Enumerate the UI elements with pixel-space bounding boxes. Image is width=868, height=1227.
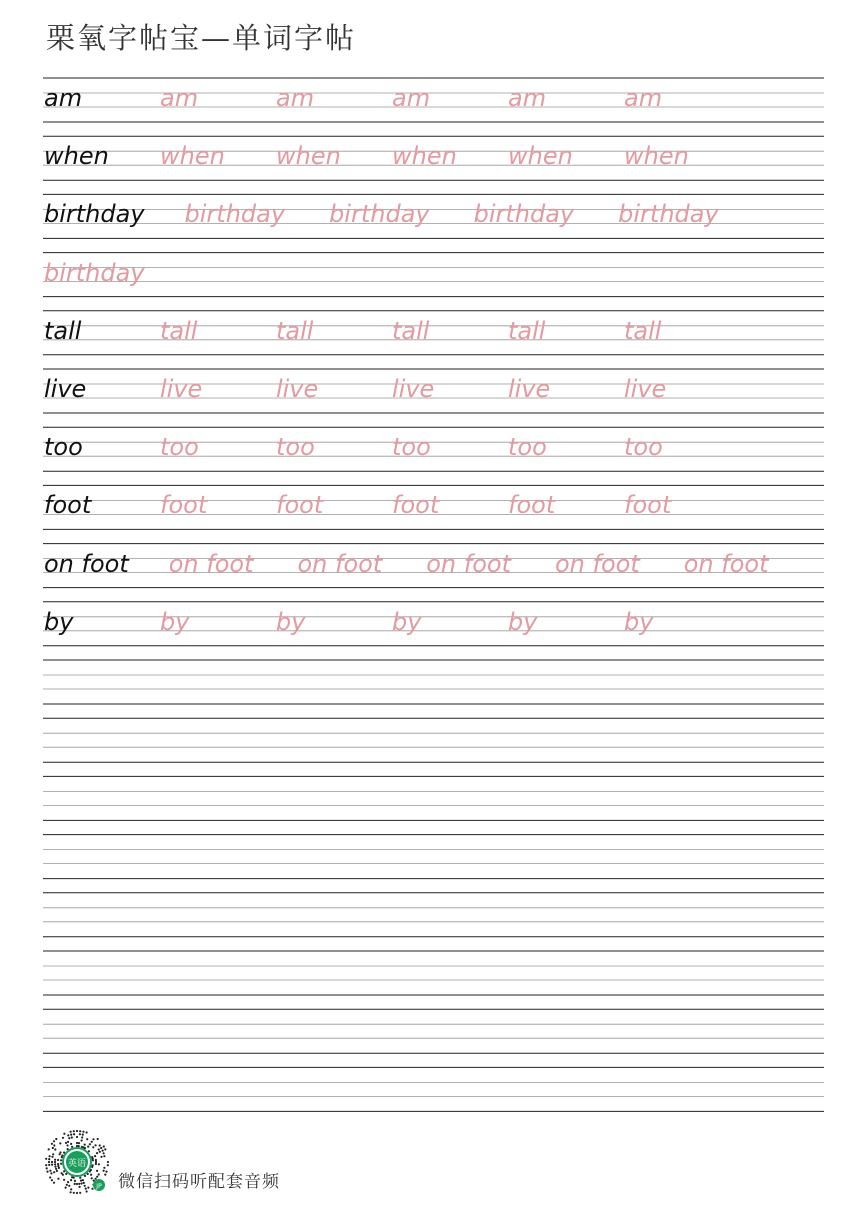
trace-word: by [160,607,190,636]
model-word: when [44,142,109,171]
trace-word: am [276,84,315,112]
trace-word: too [508,433,547,462]
trace-word: too [276,433,315,462]
model-word: live [44,375,87,403]
trace-word: am [624,84,663,112]
trace-word: live [508,375,551,403]
model-word: am [44,84,83,112]
trace-word: birthday [618,200,719,229]
trace-word: on foot [426,549,511,578]
trace-word: foot [624,491,672,520]
trace-word: on foot [297,549,383,578]
trace-word: foot [508,491,556,520]
page-title: 栗氧字帖宝—单词字帖 [46,21,357,55]
trace-word: too [392,433,431,462]
footer-audio-caption: 微信扫码听配套音频 [118,1172,280,1192]
trace-word: tall [276,316,314,345]
model-word: foot [44,491,92,520]
trace-word: by [276,607,306,636]
trace-word: tall [508,316,546,345]
trace-word: live [392,375,435,403]
trace-word: foot [392,491,440,520]
trace-word: when [160,142,225,171]
qr-corner-mark: JP [96,1183,102,1190]
model-word: on foot [44,549,129,578]
trace-word: birthday [473,200,575,229]
trace-word: birthday [184,200,286,229]
trace-word: live [624,375,667,403]
trace-word: too [160,433,199,462]
trace-word: when [276,142,341,171]
qr-badge-label: 英语 [67,1159,87,1169]
trace-word: foot [160,491,208,520]
trace-word: on foot [683,549,769,578]
trace-word: live [160,375,203,403]
trace-word: am [160,84,199,112]
trace-word: foot [276,491,324,520]
trace-word: birthday [329,200,430,229]
model-word: tall [44,316,82,345]
trace-word: when [392,142,457,171]
trace-word: by [624,607,654,636]
trace-word: tall [392,316,430,345]
model-word: too [44,433,83,462]
trace-word: by [392,607,422,636]
trace-word: am [508,84,547,112]
model-word: birthday [44,200,145,229]
trace-word: tall [160,316,198,345]
trace-word: birthday [44,258,145,287]
trace-word: by [508,607,538,636]
trace-word: when [624,142,689,171]
trace-word: too [624,433,663,462]
trace-word: on foot [555,549,640,578]
trace-word: tall [624,316,662,345]
trace-word: on foot [168,549,254,578]
trace-word: live [276,375,319,403]
trace-word: am [392,84,431,112]
trace-word: when [508,142,573,171]
qr-code-icon [42,1128,112,1198]
model-word: by [44,607,74,636]
